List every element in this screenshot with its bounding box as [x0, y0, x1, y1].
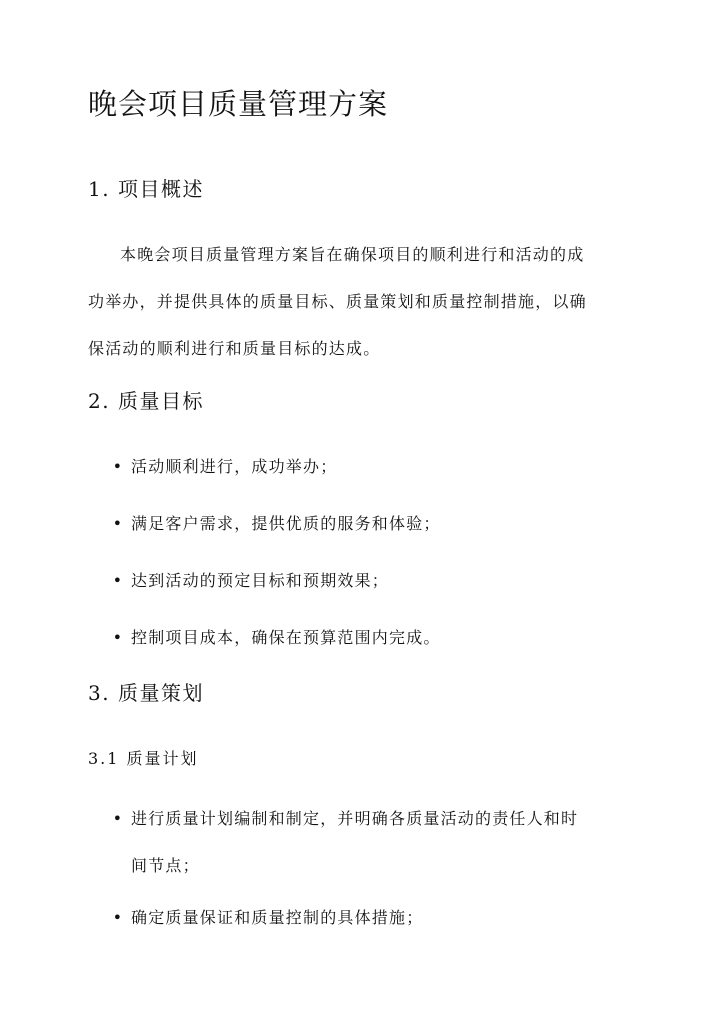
list-item-text: [131, 795, 578, 889]
bullet-icon: •: [112, 571, 124, 590]
paragraph-line: 功举办，并提供具体的质量目标、质量策划和质量控制措施，以确: [88, 292, 587, 311]
bullet-icon: •: [112, 457, 124, 476]
bullet-icon: •: [112, 628, 124, 647]
bullet-icon: •: [112, 514, 124, 533]
bullet-icon: •: [112, 908, 124, 927]
section-heading-quality-goals: 2. 质量目标: [88, 389, 204, 413]
section-heading-quality-planning: 3. 质量策划: [88, 681, 204, 705]
overview-paragraph: [88, 231, 633, 372]
bullet-icon: •: [112, 809, 124, 828]
list-item-line: 进行质量计划编制和制定，并明确各质量活动的责任人和时: [131, 809, 579, 828]
list-item-line: 间节点；: [131, 856, 200, 875]
list-item-text: 控制项目成本，确保在预算范围内完成。: [131, 628, 441, 647]
list-item-text: 达到活动的预定目标和预期效果；: [131, 571, 390, 590]
list-item-text: 确定质量保证和质量控制的具体措施；: [131, 908, 424, 927]
subsection-heading-quality-plan: 3.1 质量计划: [88, 749, 199, 768]
section-heading-overview: 1. 项目概述: [88, 177, 204, 201]
document-title: 晚会项目质量管理方案: [88, 87, 389, 121]
list-item-text: 活动顺利进行，成功举办；: [131, 457, 338, 476]
paragraph-line: 本晚会项目质量管理方案旨在确保项目的顺利进行和活动的成: [120, 245, 585, 264]
list-item-text: 满足客户需求，提供优质的服务和体验；: [131, 514, 441, 533]
paragraph-line: 保活动的顺利进行和质量目标的达成。: [88, 339, 381, 358]
list-item: [110, 795, 635, 889]
